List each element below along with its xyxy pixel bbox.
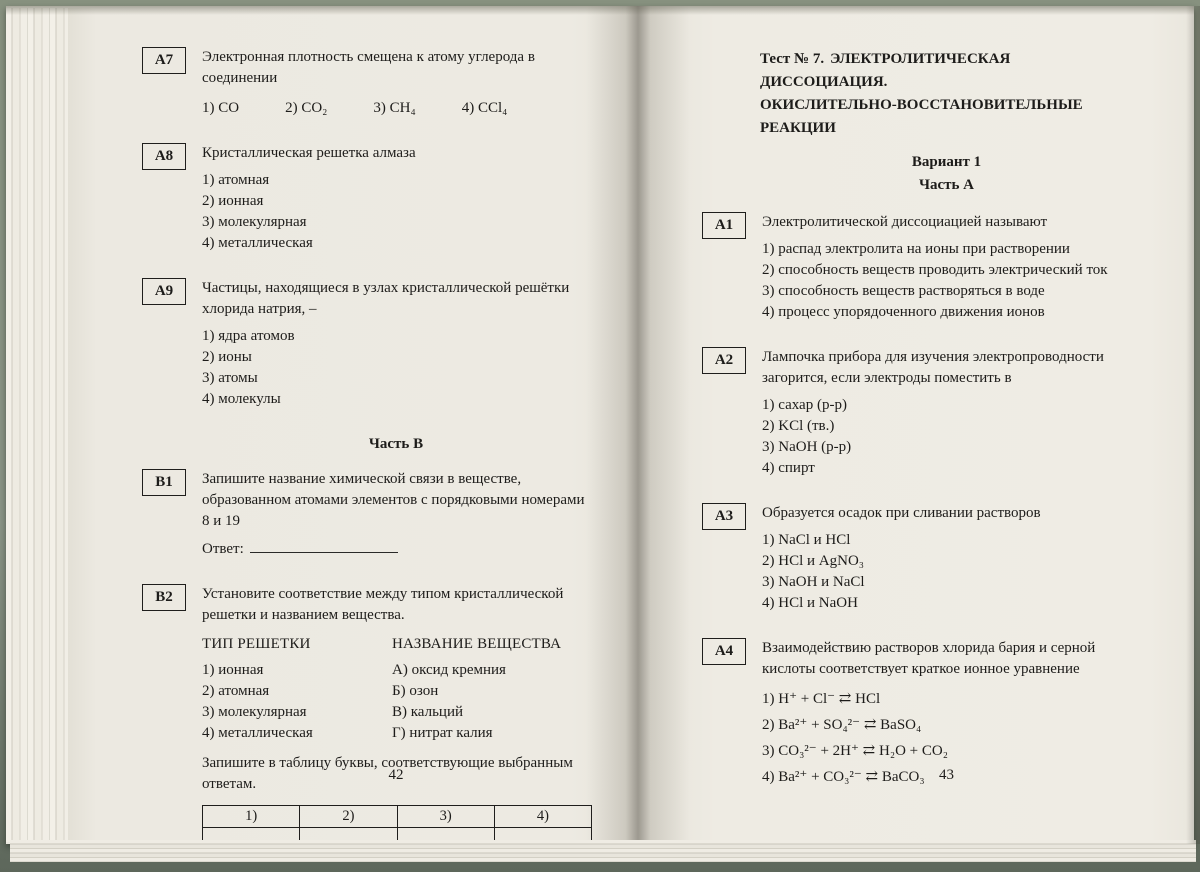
option: 1) NaCl и HCl xyxy=(762,532,851,548)
option: 2) ионы xyxy=(202,349,252,365)
variant-heading: Вариант 1 xyxy=(911,154,982,170)
equation-option: 4) Ba²⁺ + CO₃²⁻ ⇄ BaCO₃ xyxy=(762,769,925,785)
question-label-a8: А8 xyxy=(142,143,186,170)
page-stack-bottom-edge xyxy=(10,840,1196,862)
match-item: А) оксид кремния xyxy=(392,662,506,678)
option: 2) способность веществ проводить электрический ток xyxy=(762,262,1108,278)
part-a-heading: Часть А xyxy=(918,177,975,193)
option: 4) CCl₄ xyxy=(461,100,508,116)
option: 3) NaOH и NaCl xyxy=(762,574,865,590)
question-label-a9: А9 xyxy=(142,278,186,305)
match-item: 1) ионная xyxy=(202,662,264,678)
right-page xyxy=(638,8,1194,842)
column-header: НАЗВАНИЕ ВЕЩЕСТВА xyxy=(392,636,562,652)
match-item: 2) атомная xyxy=(202,683,270,699)
substance-name-column xyxy=(392,634,592,744)
question-text-a9: Частицы, находящиеся в узлах кристаллической решётки хлорида натрия, – xyxy=(202,280,570,317)
equation-option: 2) Ba²⁺ + SO₄²⁻ ⇄ BaSO₄ xyxy=(762,717,922,733)
equation-option: 1) H⁺ + Cl⁻ ⇄ HCl xyxy=(762,691,881,707)
question-a2 xyxy=(702,347,1133,479)
answer-table-header-row xyxy=(203,806,592,828)
option: 1) распад электролита на ионы при растворении xyxy=(762,241,1070,257)
answer-label: Ответ: xyxy=(202,541,244,557)
option: 3) CH₄ xyxy=(373,100,416,116)
equation-option: 3) CO₃²⁻ + 2H⁺ ⇄ H₂O + CO₂ xyxy=(762,743,948,759)
question-label-a2: А2 xyxy=(702,347,746,374)
option: 1) CO xyxy=(202,100,240,116)
options-a7 xyxy=(202,98,592,119)
option: 2) ионная xyxy=(202,193,264,209)
question-text-b1: Запишите название химической связи в веществе, образованном атомами элементов с порядковыми номерами 8 и 19 xyxy=(202,471,585,529)
option: 4) молекулы xyxy=(202,391,281,407)
question-a7 xyxy=(142,47,592,119)
question-label-a4: А4 xyxy=(702,638,746,665)
question-text-b2: Установите соответствие между типом кристаллической решетки и названием вещества. xyxy=(202,586,564,623)
option: 4) спирт xyxy=(762,460,815,476)
options-a9 xyxy=(202,326,592,409)
option: 4) процесс упорядоченного движения ионов xyxy=(762,304,1045,320)
page-number-left: 42 xyxy=(388,767,404,783)
option: 3) NaOH (р-р) xyxy=(762,439,852,455)
question-text-a1: Электролитической диссоциацией называют xyxy=(762,214,1048,230)
page-number-right: 43 xyxy=(939,767,954,783)
question-label-b2: В2 xyxy=(142,584,186,611)
option: 3) способность веществ растворяться в воде xyxy=(762,283,1045,299)
match-item: В) кальций xyxy=(392,704,464,720)
options-a1 xyxy=(762,239,1133,322)
match-item: Г) нитрат калия xyxy=(392,725,493,741)
page-stack-left-edge xyxy=(6,8,68,842)
options-a3 xyxy=(762,530,1133,613)
match-item: Б) озон xyxy=(392,683,439,699)
option: 3) молекулярная xyxy=(202,214,307,230)
question-a9 xyxy=(142,278,592,410)
option: 1) сахар (р-р) xyxy=(762,397,847,413)
question-a3 xyxy=(702,503,1133,614)
left-page xyxy=(68,8,638,842)
answer-blank xyxy=(250,538,398,553)
question-text-a8: Кристаллическая решетка алмаза xyxy=(202,145,416,161)
match-item: 3) молекулярная xyxy=(202,704,307,720)
question-label-a7: А7 xyxy=(142,47,186,74)
option: 3) атомы xyxy=(202,370,258,386)
question-text-a7: Электронная плотность смещена к атому углерода в соединении xyxy=(202,49,535,86)
question-label-a3: А3 xyxy=(702,503,746,530)
answer-table-header: 3) xyxy=(397,806,494,828)
test-title xyxy=(760,48,1133,140)
table-instruction: Запишите в таблицу буквы, соответствующие выбранным ответам. xyxy=(202,755,573,792)
answer-line xyxy=(202,538,592,560)
answer-table-header: 4) xyxy=(494,806,591,828)
answer-table xyxy=(202,805,592,842)
test-title-line2: ОКИСЛИТЕЛЬНО-ВОССТАНОВИТЕЛЬНЫЕ РЕАКЦИИ xyxy=(760,97,1083,136)
question-text-a4: Взаимодействию растворов хлорида бария и серной кислоты соответствует краткое ионное уравнение xyxy=(762,640,1096,677)
option: 1) ядра атомов xyxy=(202,328,295,344)
part-b-heading: Часть В xyxy=(368,436,424,452)
question-a1 xyxy=(702,212,1133,323)
option: 2) HCl и AgNO₃ xyxy=(762,553,865,569)
question-a8 xyxy=(142,143,592,254)
question-text-a2: Лампочка прибора для изучения электропроводности загорится, если электроды поместить в xyxy=(762,349,1104,386)
option: 4) металлическая xyxy=(202,235,313,251)
test-title-line1 xyxy=(760,48,1133,94)
test-number: Тест № 7. xyxy=(760,51,825,67)
option: 2) KCl (тв.) xyxy=(762,418,835,434)
options-a2 xyxy=(762,395,1133,478)
question-label-b1: В1 xyxy=(142,469,186,496)
question-b1 xyxy=(142,469,592,560)
question-b2 xyxy=(142,584,592,842)
match-item: 4) металлическая xyxy=(202,725,313,741)
option: 4) HCl и NaOH xyxy=(762,595,858,611)
column-header: ТИП РЕШЕТКИ xyxy=(202,636,311,652)
matching-columns xyxy=(202,634,592,744)
answer-table-header: 1) xyxy=(203,806,300,828)
option: 2) CO₂ xyxy=(285,100,328,116)
question-label-a1: А1 xyxy=(702,212,746,239)
answer-table-header: 2) xyxy=(300,806,397,828)
test-title-caps: ЭЛЕКТРОЛИТИЧЕСКАЯ ДИССОЦИАЦИЯ. xyxy=(760,51,1011,90)
question-text-a3: Образуется осадок при сливании растворов xyxy=(762,505,1041,521)
option: 1) атомная xyxy=(202,172,270,188)
lattice-type-column xyxy=(202,634,392,744)
options-a8 xyxy=(202,170,592,253)
